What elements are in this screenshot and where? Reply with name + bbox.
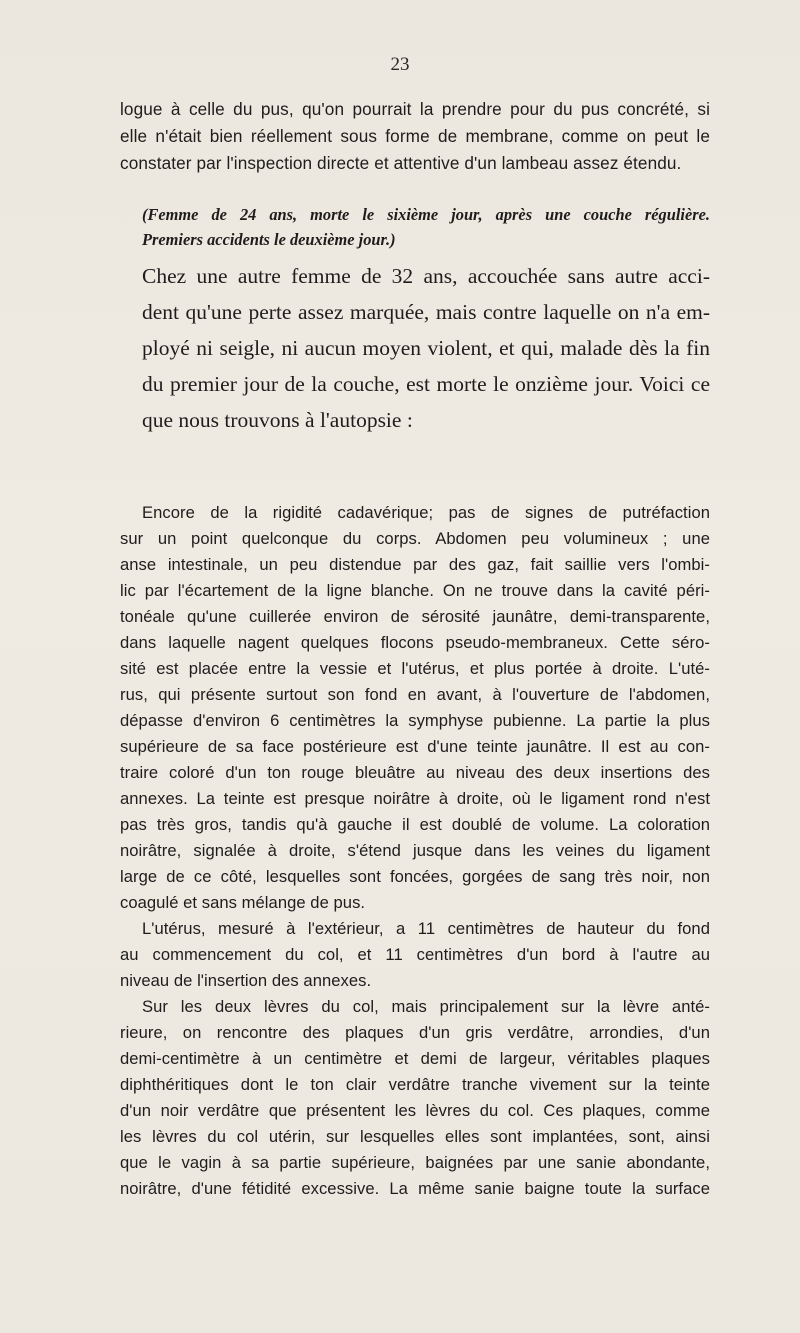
text-line: dans laquelle nagent quelques flocons pseudo-membraneux. Cette séro- bbox=[120, 633, 710, 652]
text-line: noirâtre, signalée à droite, s'étend jusque dans les veines du ligament bbox=[120, 841, 710, 860]
text-line: dépasse d'environ 6 centimètres la symphyse pubienne. La partie la plus bbox=[120, 711, 710, 730]
text-line: rus, qui présente surtout son fond en avant, à l'ouverture de l'abdomen, bbox=[120, 685, 710, 704]
text-line: au commencement du col, et 11 centimètres d'un bord à l'autre au bbox=[120, 945, 710, 964]
text-line: niveau de l'insertion des annexes. bbox=[120, 971, 372, 990]
text-line: noirâtre, d'une fétidité excessive. La même sanie baigne toute la surface bbox=[120, 1179, 710, 1198]
text-line: anse intestinale, un peu distendue par des gaz, fait saillie vers l'ombi- bbox=[120, 555, 710, 574]
text-line: logue à celle du pus, qu'on pourrait la prendre pour du pus concrété, si bbox=[120, 99, 710, 119]
text-line: lic par l'écartement de la ligne blanche. On ne trouve dans la cavité péri- bbox=[120, 581, 710, 600]
text-line: (Femme de 24 ans, morte le sixième jour, après une couche régulière. bbox=[142, 205, 710, 224]
case-note bbox=[120, 202, 710, 252]
text-line: du premier jour de la couche, est morte le onzième jour. Voici ce bbox=[142, 372, 710, 396]
text-line: diphthéritiques dont le ton clair verdâtre tranche vivement sur la teinte bbox=[120, 1075, 710, 1094]
text-line: coagulé et sans mélange de pus. bbox=[120, 893, 366, 912]
text-line: L'utérus, mesuré à l'extérieur, a 11 centimètres de hauteur du fond bbox=[142, 919, 710, 938]
observation-paragraph bbox=[120, 994, 710, 1202]
text-line: annexes. La teinte est presque noirâtre à droite, où le ligament rond n'est bbox=[120, 789, 710, 808]
text-line: Encore de la rigidité cadavérique; pas de signes de putréfaction bbox=[142, 503, 710, 522]
text-line: traire coloré d'un ton rouge bleuâtre au niveau des deux insertions des bbox=[120, 763, 710, 782]
text-line: pas très gros, tandis qu'à gauche il est doublé de volume. La coloration bbox=[120, 815, 710, 834]
text-line: que le vagin à sa partie supérieure, baignées par une sanie abondante, bbox=[120, 1153, 710, 1172]
intro-paragraph bbox=[120, 96, 710, 177]
text-line: ployé ni seigle, ni aucun moyen violent, et qui, malade dès la fin bbox=[142, 336, 710, 360]
text-line: Sur les deux lèvres du col, mais principalement sur la lèvre anté- bbox=[142, 997, 710, 1016]
observation-paragraph bbox=[120, 500, 710, 916]
observation-paragraph bbox=[120, 916, 710, 994]
text-line: les lèvres du col utérin, sur lesquelles elles sont implantées, sont, ainsi bbox=[120, 1127, 710, 1146]
text-line: constater par l'inspection directe et attentive d'un lambeau assez étendu. bbox=[120, 153, 682, 173]
text-line: supérieure de sa face postérieure est d'une teinte jaunâtre. Il est au con- bbox=[120, 737, 710, 756]
text-line: d'un noir verdâtre que présentent les lèvres du col. Ces plaques, comme bbox=[120, 1101, 710, 1120]
text-line: sur un point quelconque du corps. Abdomen peu volumineux ; une bbox=[120, 529, 710, 548]
text-line: tonéale qu'une cuillerée environ de sérosité jaunâtre, demi-transparente, bbox=[120, 607, 710, 626]
text-line: dent qu'une perte assez marquée, mais contre laquelle on n'a em- bbox=[142, 300, 710, 324]
text-line: elle n'était bien réellement sous forme de membrane, comme on peut le bbox=[120, 126, 710, 146]
autopsy-observation bbox=[120, 500, 710, 1202]
text-line: large de ce côté, lesquelles sont foncées, gorgées de sang très noir, non bbox=[120, 867, 710, 886]
text-line: Premiers accidents le deuxième jour.) bbox=[142, 230, 396, 249]
case-introduction-paragraph bbox=[120, 258, 710, 438]
text-line: rieure, on rencontre des plaques d'un gris verdâtre, arrondies, d'un bbox=[120, 1023, 710, 1042]
text-line: Chez une autre femme de 32 ans, accouchée sans autre acci- bbox=[142, 264, 710, 288]
text-line: que nous trouvons à l'autopsie : bbox=[142, 408, 413, 432]
text-line: demi-centimètre à un centimètre et demi de largeur, véritables plaques bbox=[120, 1049, 710, 1068]
text-line: sité est placée entre la vessie et l'utérus, et plus portée à droite. L'uté- bbox=[120, 659, 710, 678]
page-number: 23 bbox=[390, 54, 410, 75]
